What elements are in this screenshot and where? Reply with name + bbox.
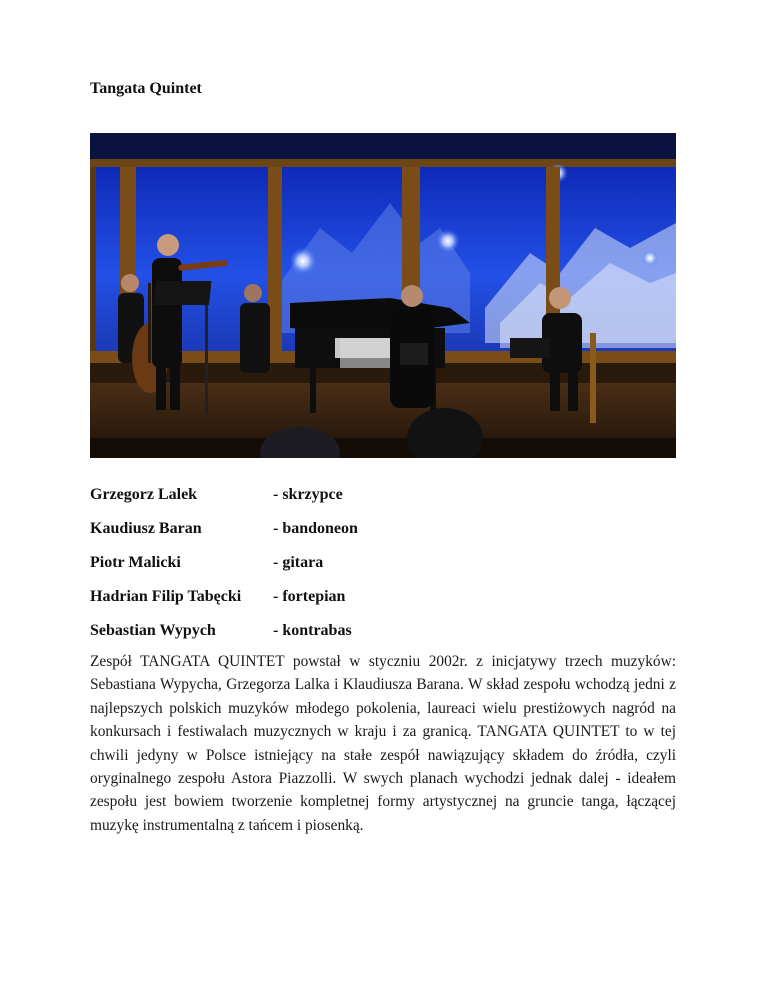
member-role: - gitara — [273, 554, 324, 571]
page-title: Tangata Quintet — [90, 80, 202, 97]
member-name: Hadrian Filip Tabęcki — [90, 588, 242, 605]
member-row — [90, 588, 680, 622]
member-row — [90, 520, 680, 554]
band-photo — [90, 133, 676, 458]
member-name: Sebastian Wypych — [90, 622, 216, 639]
member-role: - bandoneon — [273, 520, 358, 537]
member-row — [90, 554, 680, 588]
member-row — [90, 486, 680, 520]
member-role: - skrzypce — [273, 486, 343, 503]
band-description: Zespół TANGATA QUINTET powstał w styczniu 2002r. z inicjatywy trzech muzyków: Sebastiana Wypycha, Grzegorza Lalka i Klaudiusza Barana. W skład zespołu wchodzą jedni z najlepszych polskich muzyków młodego pokolenia, laureaci wielu prestiżowych nagród na konkursach i festiwalach muzycznych w kraju i za granicą. TANGATA QUINTET to w tej chwili jedyny w Polsce istniejący na stałe zespół nawiązujący składem do źródła, czyli oryginalnego zespołu Astora Piazzolli. W swych planach wychodzi jednak dalej - ideałem zespołu jest bowiem tworzenie kompletnej formy artystycznej na gruncie tanga, łączącej muzykę instrumentalną z tańcem i piosenką. — [90, 653, 676, 834]
member-role: - kontrabas — [273, 622, 352, 639]
member-name: Kaudiusz Baran — [90, 520, 202, 537]
member-name: Grzegorz Lalek — [90, 486, 198, 503]
member-role: - fortepian — [273, 588, 346, 605]
members-list — [90, 486, 680, 656]
member-name: Piotr Malicki — [90, 554, 181, 571]
